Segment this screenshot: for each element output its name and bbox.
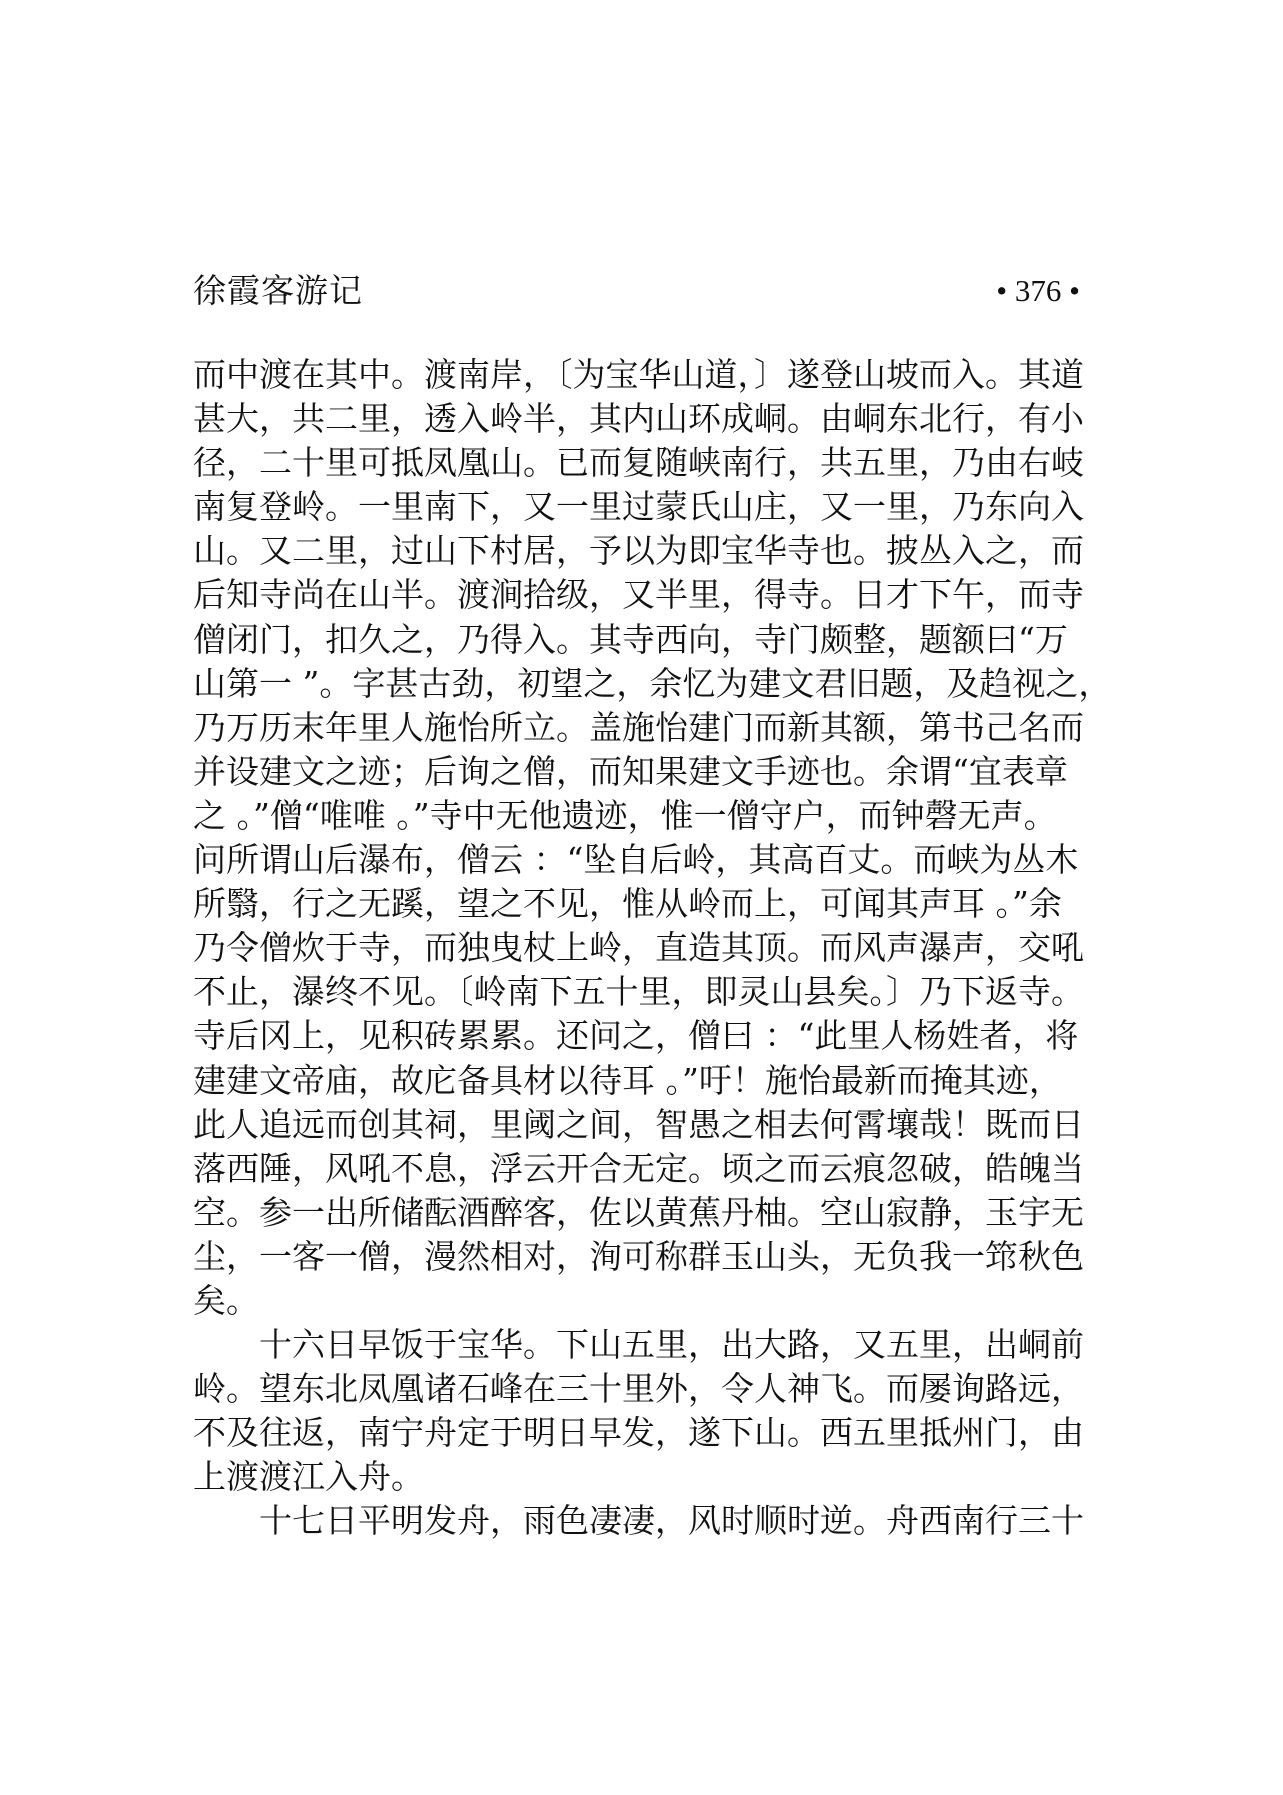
text-line: 之 。”僧“唯唯 。”寺中无他遗迹，惟一僧守户，而钟磬无声。 <box>193 795 1057 835</box>
text-line: 建建文帝庙，故庀备具材以待耳 。”吁！施怡最新而掩其迹， <box>193 1060 1062 1100</box>
running-head <box>193 268 1080 314</box>
text-line: 甚大，共二里，透入岭半，其内山环成峒。由峒东北行，有小 <box>193 399 1084 439</box>
text-line: 十六日早饭于宝华。下山五里，出大路，又五里，出峒前 <box>193 1325 1084 1365</box>
text-line: 僧闭门，扣久之，乃得入。其寺西向，寺门颇整，题额曰“万 <box>193 619 1068 659</box>
page-number: • 376 • <box>996 273 1080 308</box>
text-line: 问所谓山后瀑布，僧云 ：“坠自后岭，其高百丈。而峡为丛木 <box>193 840 1079 880</box>
text-line: 岭。望东北凤凰诸石峰在三十里外，令人神飞。而屡询路远， <box>193 1369 1084 1409</box>
text-line: 尘，一客一僧，漫然相对，洵可称群玉山头，无负我一筇秋色 <box>193 1236 1084 1276</box>
text-line: 上渡渡江入舟。 <box>193 1457 424 1497</box>
book-title: 徐霞客游记 <box>193 271 363 310</box>
body-text <box>193 353 1112 1544</box>
text-line: 乃令僧炊于寺，而独曳杖上岭，直造其顶。而风声瀑声，交吼 <box>193 928 1084 968</box>
text-line: 山第一 ”。字甚古劲，初望之，余忆为建文君旧题，及趋视之， <box>193 663 1112 703</box>
text-line: 空。参一出所储酝酒醉客，佐以黄蕉丹柚。空山寂静，玉宇无 <box>193 1192 1084 1232</box>
text-line: 此人追远而创其祠，里阈之间，智愚之相去何霄壤哉！既而日 <box>193 1104 1084 1144</box>
text-line: 并设建文之迹；后询之僧，而知果建文手迹也。余谓“宜表章 <box>193 751 1068 791</box>
text-line: 所翳，行之无蹊，望之不见，惟从岭而上，可闻其声耳 。”余 <box>193 884 1062 924</box>
text-line: 而中渡在其中。渡南岸，〔为宝华山道，〕遂登山坡而入。其道 <box>193 355 1084 394</box>
text-line: 寺后冈上，见积砖累累。还问之，僧曰 ：“此里人杨姓者，将 <box>193 1016 1079 1056</box>
text-line: 乃万历末年里人施怡所立。盖施怡建门而新其额，第书己名而 <box>193 707 1084 747</box>
text-line: 十七日平明发舟，雨色凄凄，风时顺时逆。舟西南行三十 <box>193 1501 1084 1541</box>
text-line: 后知寺尚在山半。渡涧拾级，又半里，得寺。日才下午，而寺 <box>193 575 1084 615</box>
text-line: 山。又二里，过山下村居，予以为即宝华寺也。披丛入之，而 <box>193 531 1084 571</box>
text-line: 径，二十里可抵凤凰山。已而复随峡南行，共五里，乃由右岐 <box>193 443 1084 483</box>
text-line: 南复登岭。一里南下，又一里过蒙氏山庄，又一里，乃东向入 <box>193 487 1084 527</box>
text-line: 不止，瀑终不见。〔岭南下五十里，即灵山县矣。〕乃下返寺。 <box>193 972 1084 1012</box>
text-line: 落西陲，风吼不息，浮云开合无定。顷之而云痕忽破，皓魄当 <box>193 1148 1084 1188</box>
text-line: 不及往返，南宁舟定于明日早发，遂下山。西五里抵州门，由 <box>193 1413 1084 1453</box>
text-line: 矣。 <box>193 1280 259 1320</box>
